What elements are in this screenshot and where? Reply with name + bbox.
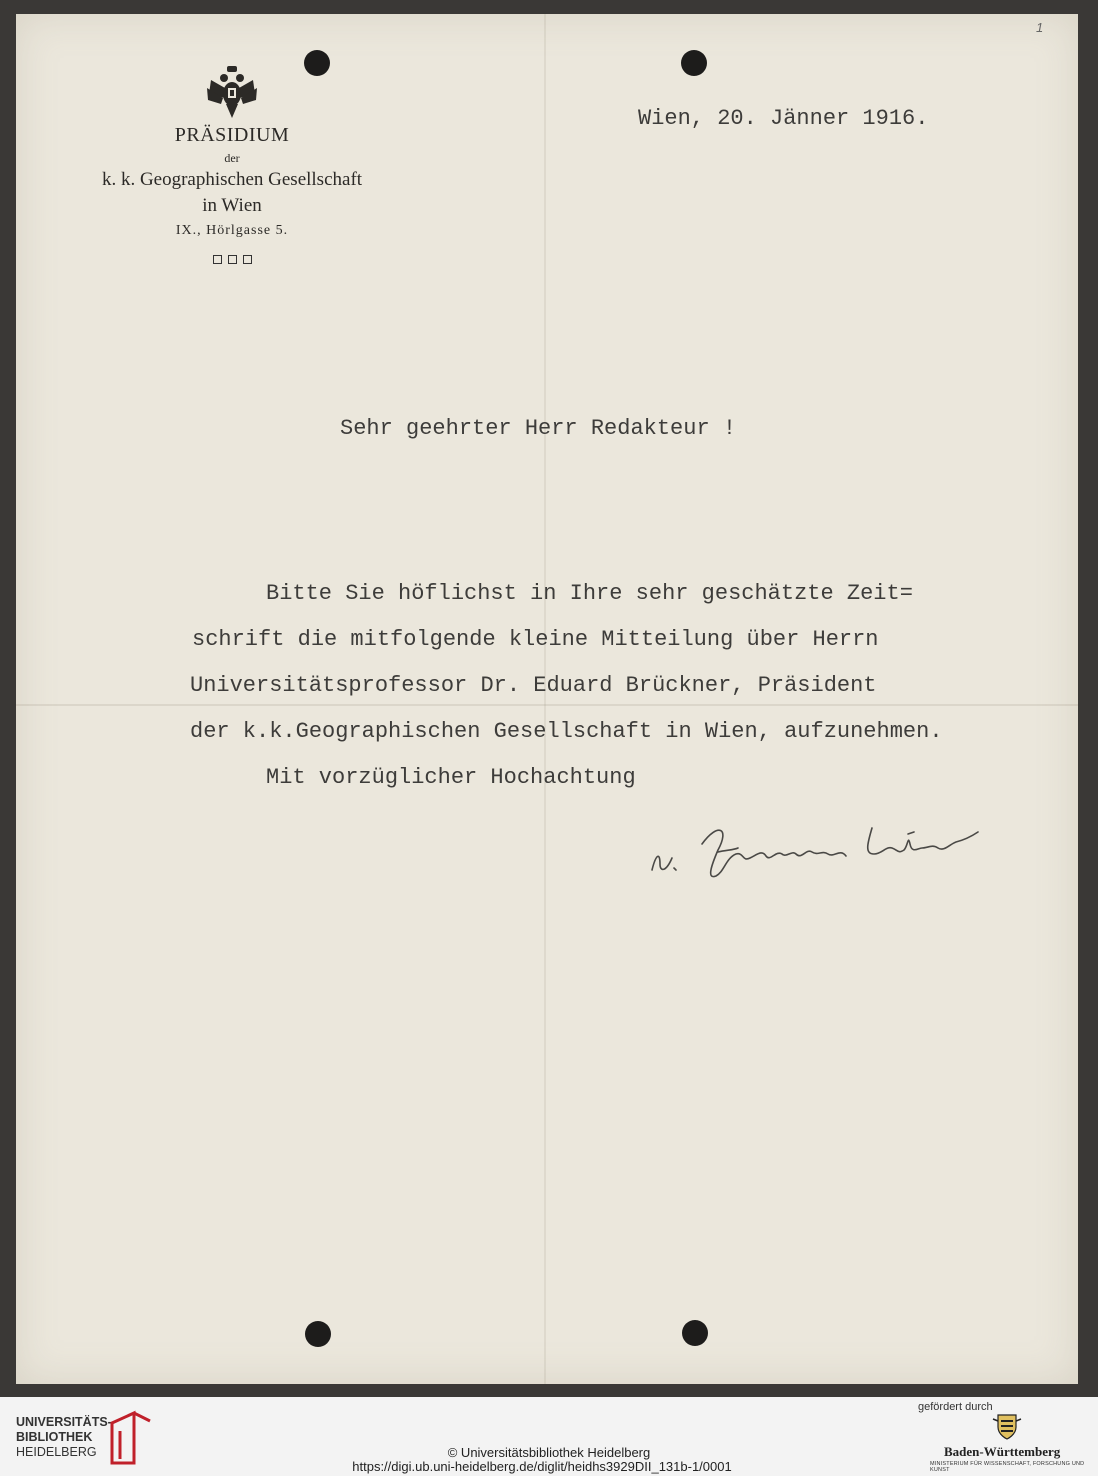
letterhead-society: k. k. Geographischen Gesellschaft	[101, 169, 363, 190]
letterhead-title: PRÄSIDIUM	[174, 124, 290, 146]
page-mark: 1	[1036, 20, 1044, 35]
handwritten-signature	[646, 814, 986, 894]
letterhead-city: in Wien	[202, 195, 262, 216]
letter-paper	[16, 14, 1078, 1384]
state-name: Baden-Württemberg	[944, 1444, 1061, 1459]
body-line-3: Universitätsprofessor Dr. Eduard Brückner, Präsident	[190, 673, 877, 698]
salutation: Sehr geehrter Herr Redakteur !	[340, 416, 737, 441]
punch-hole	[682, 1320, 708, 1346]
letterhead	[56, 64, 408, 264]
punch-hole	[681, 50, 707, 76]
ministry-name: MINISTERIUM FÜR WISSENSCHAFT, FORSCHUNG UND KUNST	[930, 1461, 1085, 1473]
footer-bar	[0, 1397, 1098, 1476]
funded-by-label: gefördert durch	[918, 1401, 993, 1413]
coat-of-arms-icon	[992, 1411, 1022, 1441]
letterhead-ornament	[56, 255, 408, 264]
vertical-fold	[544, 14, 546, 1384]
copyright: © Universitätsbibliothek Heidelberg	[447, 1445, 651, 1460]
body-line-2: schrift die mitfolgende kleine Mitteilung über Herrn	[192, 627, 879, 652]
letter-date: Wien, 20. Jänner 1916.	[638, 106, 929, 131]
body-line-4: der k.k.Geographischen Gesellschaft in Wien, aufzunehmen.	[190, 719, 943, 744]
closing: Mit vorzüglicher Hochachtung	[266, 765, 636, 790]
letterhead-address: IX., Hörlgasse 5.	[175, 223, 289, 238]
body-line-1: Bitte Sie höflichst in Ihre sehr geschätzte Zeit=	[266, 581, 913, 606]
horizontal-fold	[16, 704, 1078, 706]
letterhead-der: der	[224, 151, 240, 165]
source-url[interactable]: https://digi.ub.uni-heidelberg.de/diglit/heidhs3929DII_131b-1/0001	[352, 1459, 732, 1474]
double-eagle-icon	[205, 64, 259, 120]
library-logo-text: UNIVERSITÄTS- BIBLIOTHEK HEIDELBERG	[16, 1415, 112, 1459]
punch-hole	[305, 1321, 331, 1347]
